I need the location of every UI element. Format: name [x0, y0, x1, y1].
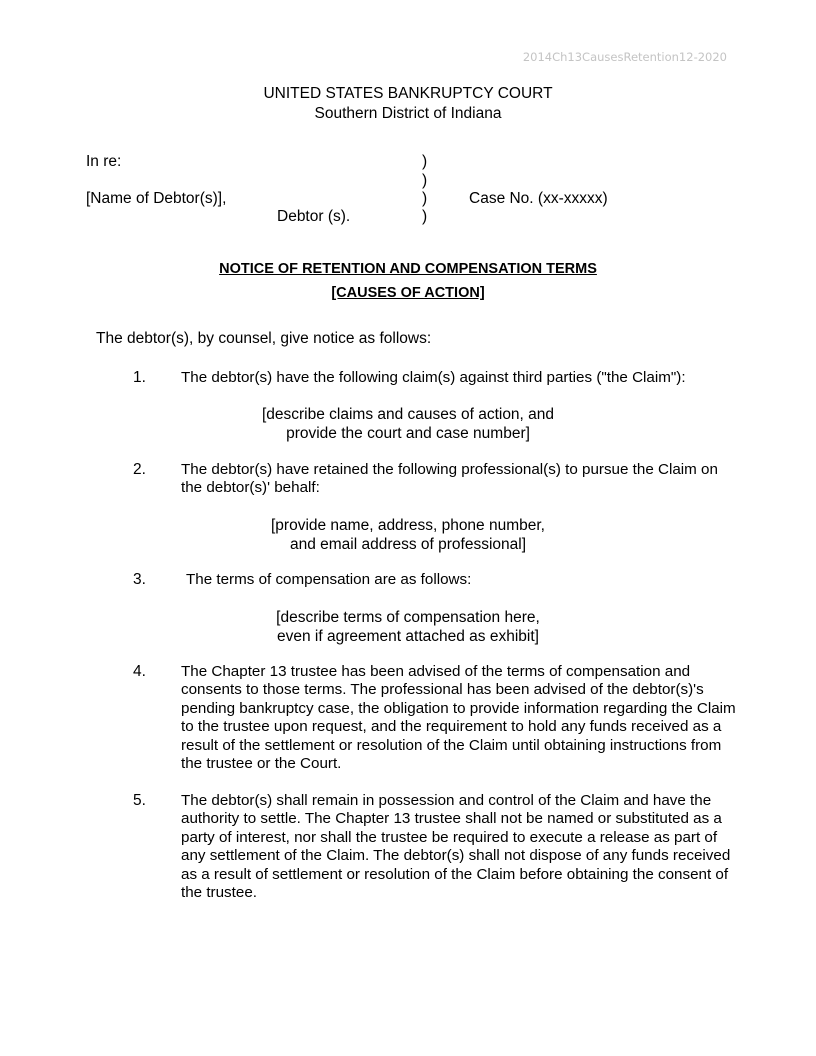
item-text: The terms of compensation are as follows: — [186, 571, 472, 588]
notice-title: NOTICE OF RETENTION AND COMPENSATION TERMS — [219, 261, 597, 277]
item-number: 5. — [133, 792, 146, 809]
caption-paren: ) — [422, 208, 428, 225]
court-heading — [0, 84, 816, 124]
court-name: UNITED STATES BANKRUPTCY COURT — [263, 85, 553, 102]
placeholder-line: [describe terms of compensation here, — [276, 609, 540, 626]
debtor-label: Debtor (s). — [277, 208, 351, 225]
caption-paren: ) — [422, 190, 428, 207]
placeholder-line: [describe claims and causes of action, and — [261, 406, 555, 423]
item-text: The Chapter 13 trustee has been advised of the terms of compensation and consents to those terms. The professional has been advised of the debtor(s)'s pending bankruptcy case, the obligation to provide information regarding the Claim to the trustee upon request, and the requirement to hold any funds received as a result of the settlement or resolution of the Claim until obtaining instructions from the trustee or the Court. — [181, 663, 736, 773]
in-re-label: In re: — [86, 153, 122, 170]
watermark-code: 2014Ch13CausesRetention12-2020 — [522, 50, 727, 64]
item-placeholder — [0, 405, 816, 443]
placeholder-line: [provide name, address, phone number, — [270, 517, 545, 534]
caption-paren: ) — [422, 153, 428, 170]
item-text: The debtor(s) have the following claim(s) against third parties ("the Claim"): — [181, 369, 686, 386]
item-text: The debtor(s) have retained the following professional(s) to pursue the Claim on the debtor(s)' behalf: — [181, 461, 718, 497]
item-placeholder — [0, 516, 816, 554]
caption-paren: ) — [422, 172, 428, 189]
item-text: The debtor(s) shall remain in possession and control of the Claim and have the authority to settle. The Chapter 13 trustee shall not be named or substituted as a party of interest, nor shall the trustee be required to execute a release as part of any settlement of the Claim. The debtor(s) shall not dispose of any funds received as a result of settlement or resolution of the Claim before obtaining the consent of the trustee. — [181, 792, 731, 902]
item-placeholder — [0, 608, 816, 646]
notice-subtitle: [CAUSES OF ACTION] — [331, 285, 485, 301]
debtor-name: [Name of Debtor(s)], — [86, 190, 227, 207]
placeholder-line: and email address of professional] — [289, 536, 527, 553]
placeholder-line: provide the court and case number] — [286, 425, 530, 442]
item-number: 3. — [133, 571, 146, 588]
court-district: Southern District of Indiana — [314, 105, 502, 122]
item-number: 1. — [133, 369, 146, 386]
case-number: Case No. (xx-xxxxx) — [469, 190, 608, 207]
intro-text: The debtor(s), by counsel, give notice as follows: — [96, 330, 432, 347]
item-number: 2. — [133, 461, 146, 478]
item-number: 4. — [133, 663, 146, 680]
placeholder-line: even if agreement attached as exhibit] — [277, 628, 539, 645]
